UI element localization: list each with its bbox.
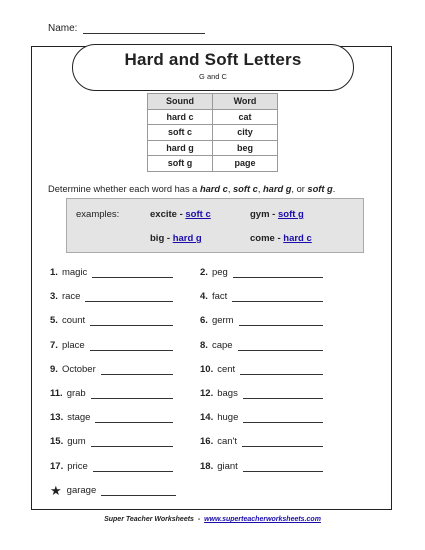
exercise-item (50, 291, 173, 302)
exercise-item (200, 412, 323, 423)
term-soft-g: soft g (307, 184, 333, 194)
table-header-row (148, 94, 278, 110)
answer-blank[interactable] (101, 486, 176, 496)
item-number: 12. (200, 388, 214, 399)
example-answer: soft g (277, 209, 304, 220)
exercise-item (50, 315, 173, 326)
item-word: gum (67, 436, 86, 448)
exercise-item (50, 340, 173, 351)
item-number: 8. (200, 339, 208, 351)
answer-blank[interactable] (239, 316, 323, 326)
example-item (150, 233, 202, 244)
answer-blank[interactable] (243, 389, 323, 399)
exercise-item (50, 388, 173, 399)
item-word: bags (217, 388, 238, 399)
exercise-item (200, 340, 323, 351)
answer-blank[interactable] (91, 437, 173, 447)
footer-separator: - (193, 516, 205, 523)
item-number: 1. (50, 267, 58, 278)
item-word: cape (211, 339, 233, 351)
answer-blank[interactable] (232, 292, 323, 302)
table-cell-sound: soft c (148, 125, 213, 141)
table-header-word: Word (213, 94, 278, 110)
worksheet-title: Hard and Soft Letters (124, 50, 302, 69)
item-number: 13. (50, 412, 64, 424)
separator: , or (291, 184, 308, 194)
term-soft-c: soft c (233, 184, 258, 194)
item-word: peg (211, 267, 228, 278)
answer-blank[interactable] (90, 316, 173, 326)
footer-brand: Super Teacher Worksheets (104, 516, 194, 523)
item-number: 18. (200, 460, 214, 472)
exercise-item (200, 315, 323, 326)
example-answer: hard c (283, 233, 312, 244)
table-cell-word: page (213, 156, 278, 172)
answer-blank[interactable] (93, 462, 173, 472)
star-icon: ★ (50, 483, 62, 498)
term-hard-g: hard g (262, 184, 292, 194)
example-word: come - (250, 233, 284, 244)
sound-key-table (147, 93, 278, 172)
item-number: 11. (50, 388, 63, 399)
name-blank-line[interactable] (83, 24, 205, 34)
examples-label: examples: (76, 209, 120, 220)
name-label: Name: (48, 23, 78, 34)
separator: , (227, 184, 234, 194)
table-cell-word: cat (213, 109, 278, 125)
table-cell-sound: hard g (148, 140, 213, 156)
item-word: giant (217, 460, 238, 472)
table-cell-sound: hard c (148, 109, 213, 125)
item-number: 2. (200, 267, 208, 278)
footer (0, 516, 425, 523)
answer-blank[interactable] (85, 292, 173, 302)
table-cell-word: city (213, 125, 278, 141)
table-cell-sound: soft g (148, 156, 213, 172)
exercise-item (50, 364, 173, 375)
item-number: 15. (50, 436, 64, 448)
item-word: place (61, 339, 85, 351)
table-row (148, 125, 278, 141)
table-row (148, 109, 278, 125)
exercise-item (200, 436, 323, 447)
answer-blank[interactable] (238, 341, 323, 351)
answer-blank[interactable] (233, 268, 323, 278)
footer-link[interactable]: www.superteacherworksheets.com (204, 516, 321, 523)
item-word: can't (217, 436, 237, 448)
item-word: magic (61, 267, 88, 278)
item-number: 16. (200, 436, 214, 448)
exercise-item (200, 291, 323, 302)
item-word: stage (67, 412, 91, 424)
bonus-item (50, 485, 176, 496)
table-row (148, 156, 278, 172)
exercise-item (200, 364, 323, 375)
item-number: 5. (50, 315, 58, 327)
answer-blank[interactable] (243, 462, 323, 472)
item-number: 9. (50, 363, 58, 375)
term-hard-c: hard c (199, 184, 228, 194)
item-number: 17. (50, 460, 64, 472)
table-header-sound: Sound (148, 94, 213, 110)
item-word: count (61, 315, 86, 327)
title-banner (72, 44, 354, 91)
item-word: grab (66, 388, 86, 399)
example-item (250, 209, 304, 220)
exercise-item (200, 267, 323, 278)
instructions-period: . (332, 184, 336, 194)
answer-blank[interactable] (101, 365, 173, 375)
item-word: race (61, 291, 81, 303)
example-word: gym - (250, 209, 278, 220)
item-word: fact (211, 291, 228, 303)
answer-blank[interactable] (240, 365, 323, 375)
item-number: 14. (200, 412, 214, 424)
exercise-item (200, 388, 323, 399)
exercise-item (50, 461, 173, 472)
item-word: germ (211, 315, 234, 327)
example-answer: soft c (185, 209, 211, 220)
exercise-item (200, 461, 323, 472)
item-number: 7. (50, 339, 58, 351)
item-word: price (67, 460, 88, 472)
example-word: excite - (150, 209, 186, 220)
example-item (150, 209, 211, 220)
item-word: garage (66, 485, 97, 496)
answer-blank[interactable] (243, 413, 323, 423)
item-number: 10. (200, 363, 214, 375)
item-word: October (61, 363, 96, 375)
answer-blank[interactable] (92, 268, 173, 278)
instructions-text: Determine whether each word has a (48, 184, 200, 194)
instructions (48, 184, 335, 194)
table-cell-word: beg (213, 140, 278, 156)
answer-blank[interactable] (242, 437, 323, 447)
examples-box (66, 198, 364, 253)
item-word: huge (217, 412, 239, 424)
example-word: big - (150, 233, 173, 244)
exercise-item (50, 436, 173, 447)
table-row (148, 140, 278, 156)
separator: , (257, 184, 263, 194)
item-number: 4. (200, 291, 208, 303)
example-answer: hard g (172, 233, 202, 244)
example-item (250, 233, 312, 244)
exercise-item (50, 412, 173, 423)
name-field (48, 23, 205, 34)
item-word: cent (217, 363, 236, 375)
answer-blank[interactable] (91, 389, 173, 399)
item-number: 6. (200, 315, 208, 327)
exercise-item (50, 267, 173, 278)
answer-blank[interactable] (95, 413, 173, 423)
answer-blank[interactable] (90, 341, 173, 351)
item-number: 3. (50, 291, 58, 303)
worksheet-subtitle: G and C (199, 72, 227, 81)
